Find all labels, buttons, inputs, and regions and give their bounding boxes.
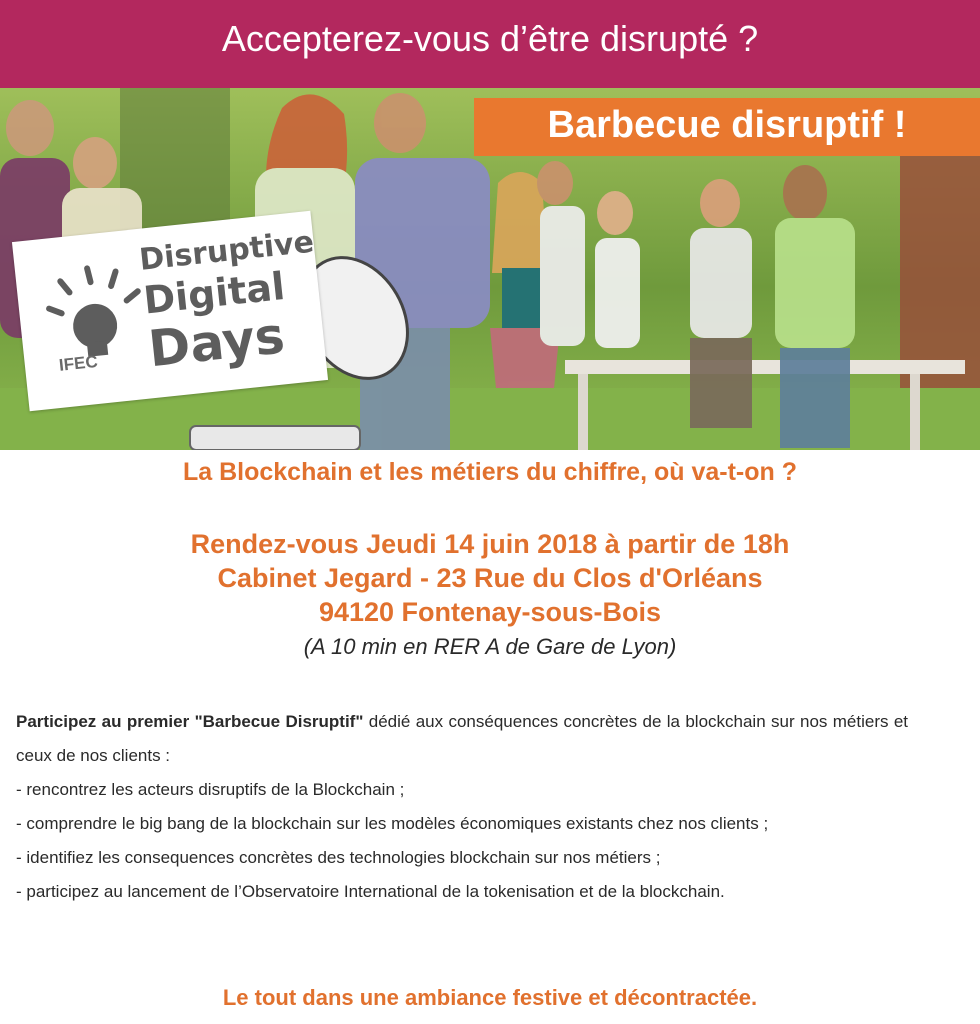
header-banner bbox=[0, 0, 980, 88]
disruptive-digital-days-logo bbox=[12, 211, 328, 411]
event-ribbon bbox=[474, 98, 980, 156]
bullet-item: - comprendre le big bang de la blockchain sur les modèles économiques existants chez nos clients ; bbox=[16, 814, 769, 833]
logo-line-1: Disruptive bbox=[137, 224, 316, 278]
intro-rest: dédié aux conséquences concrètes de la blockchain sur nos métiers et ceux de nos clients : bbox=[16, 712, 909, 765]
description bbox=[16, 705, 908, 909]
logo-line-2: Digital bbox=[141, 263, 287, 323]
event-details bbox=[0, 527, 980, 629]
bullet-item: - identifiez les consequences concrètes des technologies blockchain sur nos métiers ; bbox=[16, 848, 661, 867]
event-question: La Blockchain et les métiers du chiffre, où va-t-on ? bbox=[182, 458, 797, 486]
closing-line: Le tout dans une ambiance festive et décontractée. bbox=[222, 985, 758, 1010]
intro-bold: Participez au premier "Barbecue Disruptif" bbox=[16, 712, 364, 731]
bullet-item: - rencontrez les acteurs disruptifs de la Blockchain ; bbox=[16, 780, 405, 799]
intro-paragraph bbox=[16, 705, 908, 773]
logo-org: IFEC bbox=[58, 351, 99, 375]
transport-note: (A 10 min en RER A de Gare de Lyon) bbox=[303, 634, 677, 659]
ribbon-text: Barbecue disruptif ! bbox=[547, 104, 907, 146]
event-address: Cabinet Jegard - 23 Rue du Clos d'Orléans bbox=[217, 563, 763, 593]
header-title: Accepterez-vous d’être disrupté ? bbox=[221, 18, 759, 59]
event-city: 94120 Fontenay-sous-Bois bbox=[318, 597, 662, 627]
logo-line-3: Days bbox=[145, 306, 288, 379]
bullet-item: - participez au lancement de l’Observatoire International de la tokenisation et de la blockchain. bbox=[16, 882, 725, 901]
event-date: Rendez-vous Jeudi 14 juin 2018 à partir de 18h bbox=[190, 529, 790, 559]
